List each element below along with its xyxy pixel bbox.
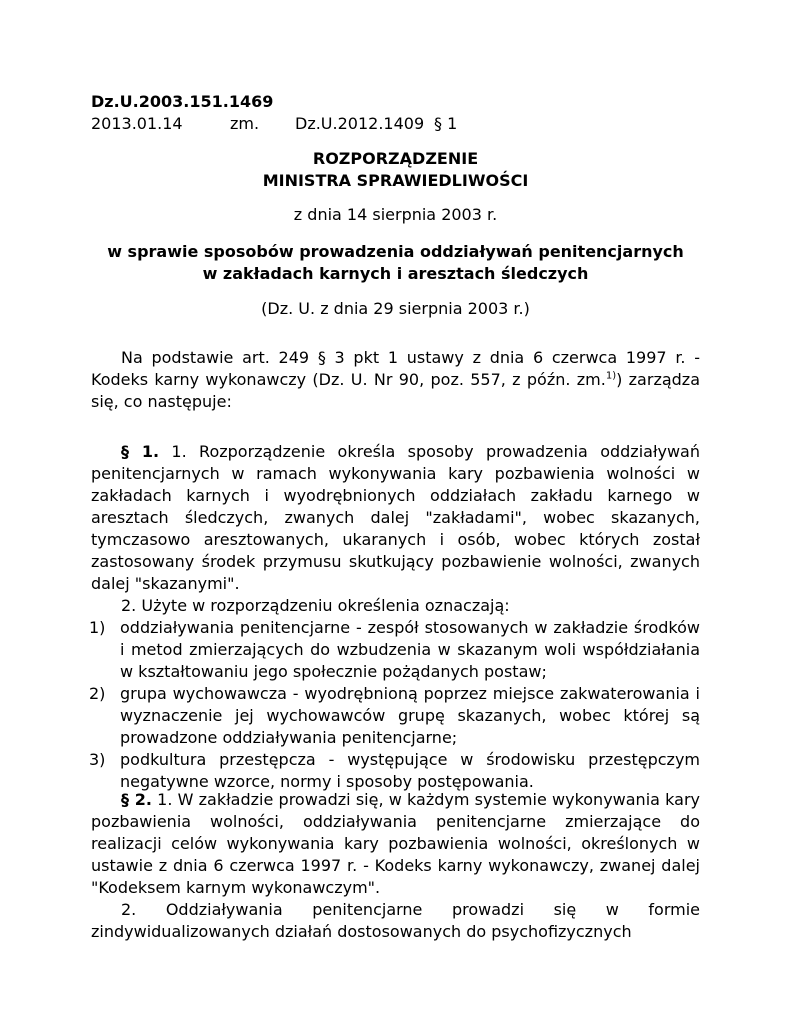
document-code: Dz.U.2003.151.1469 xyxy=(91,92,274,111)
section-1-label: § 1. xyxy=(121,442,160,461)
definition-text: grupa wychowawcza - wyodrębnioną poprzez miejsce zakwaterowania i wyznaczenie jej wychowawców grupę skazanych, wobec której są prowadzone oddziaływania penitencjarne; xyxy=(120,684,700,747)
preamble-enactment: zarządza się, co następuje: xyxy=(91,370,700,411)
title-line-1: ROZPORZĄDZENIE xyxy=(312,149,479,168)
amendment-reference: Dz.U.2012.1409 xyxy=(295,114,425,133)
section-2-paragraph-1 xyxy=(91,789,700,899)
definition-number: 2) xyxy=(89,684,106,703)
section-2-paragraph-2: 2. Oddziaływania penitencjarne prowadzi się w formie zindywidualizowanych działań dostosowanych do psychofizycznych xyxy=(91,900,700,941)
definition-item-2 xyxy=(91,683,700,749)
section-1-paragraph-1 xyxy=(91,441,700,595)
section-2-p1-text: 1. W zakładzie prowadzi się, w każdym systemie wykonywania kary pozbawienia wolności, oddziaływania penitencjarne zmierzające do realizacji celów wykonywania kary pozbawienia wolności, określonych w ustawie z dnia 6 czerwca 1997 r. - Kodeks karny wykonawczy, zwanej dalej "Kodeksem karnym wykonawczym". xyxy=(91,790,700,897)
act-date: z dnia 14 sierpnia 2003 r. xyxy=(293,205,498,224)
definition-item-3 xyxy=(91,749,700,793)
definition-text: podkultura przestępcza - występujące w środowisku przestępczym negatywne wzorce, normy i sposoby postępowania. xyxy=(120,750,700,791)
definition-text: oddziaływania penitencjarne - zespół stosowanych w zakładzie środków i metod zmierzających do wzbudzenia w skazanym woli współdziałania w kształtowaniu jego społecznie pożądanych postaw; xyxy=(120,618,700,681)
preamble-text: Na podstawie art. 249 § 3 pkt 1 ustawy z dnia 6 czerwca 1997 r. - Kodeks karny wykonawczy (Dz. U. Nr 90, poz. 557, z późn. zm. xyxy=(91,348,700,389)
amendment-date: 2013.01.14 xyxy=(91,114,183,133)
definition-number: 1) xyxy=(89,618,106,637)
section-1-p1-text: 1. Rozporządzenie określa sposoby prowadzenia oddziaływań penitencjarnych w ramach wykonywania kary pozbawienia wolności w zakładach karnych i wyodrębnionych oddziałach zakładu karnego w aresztach śledczych, zwanych dalej "zakładami", wobec skazanych, tymczasowo aresztowanych, ukaranych i osób, wobec których został zastosowany środek przymusu skutkujący pozbawienie wolności, zwanych dalej "skazanymi". xyxy=(91,442,700,593)
definition-number: 3) xyxy=(89,750,106,769)
preamble xyxy=(91,347,700,413)
title-line-2: MINISTRA SPRAWIEDLIWOŚCI xyxy=(262,171,529,190)
subject-line-1: w sprawie sposobów prowadzenia oddziaływań penitencjarnych xyxy=(107,242,684,261)
section-1-paragraph-2: 2. Użyte w rozporządzeniu określenia oznaczają: xyxy=(121,596,510,615)
footnote-marker: 1) xyxy=(605,370,617,382)
section-2-label: § 2. xyxy=(121,790,152,809)
definition-item-1 xyxy=(91,617,700,683)
subject-line-2: w zakładach karnych i aresztach śledczych xyxy=(202,264,589,283)
publication-note: (Dz. U. z dnia 29 sierpnia 2003 r.) xyxy=(261,299,530,318)
preamble-close: ) xyxy=(616,370,623,389)
amendment-zm: zm. xyxy=(230,114,260,133)
amendment-paragraph: § 1 xyxy=(434,114,458,133)
definitions-list xyxy=(91,617,700,793)
amendment-line xyxy=(91,113,457,135)
